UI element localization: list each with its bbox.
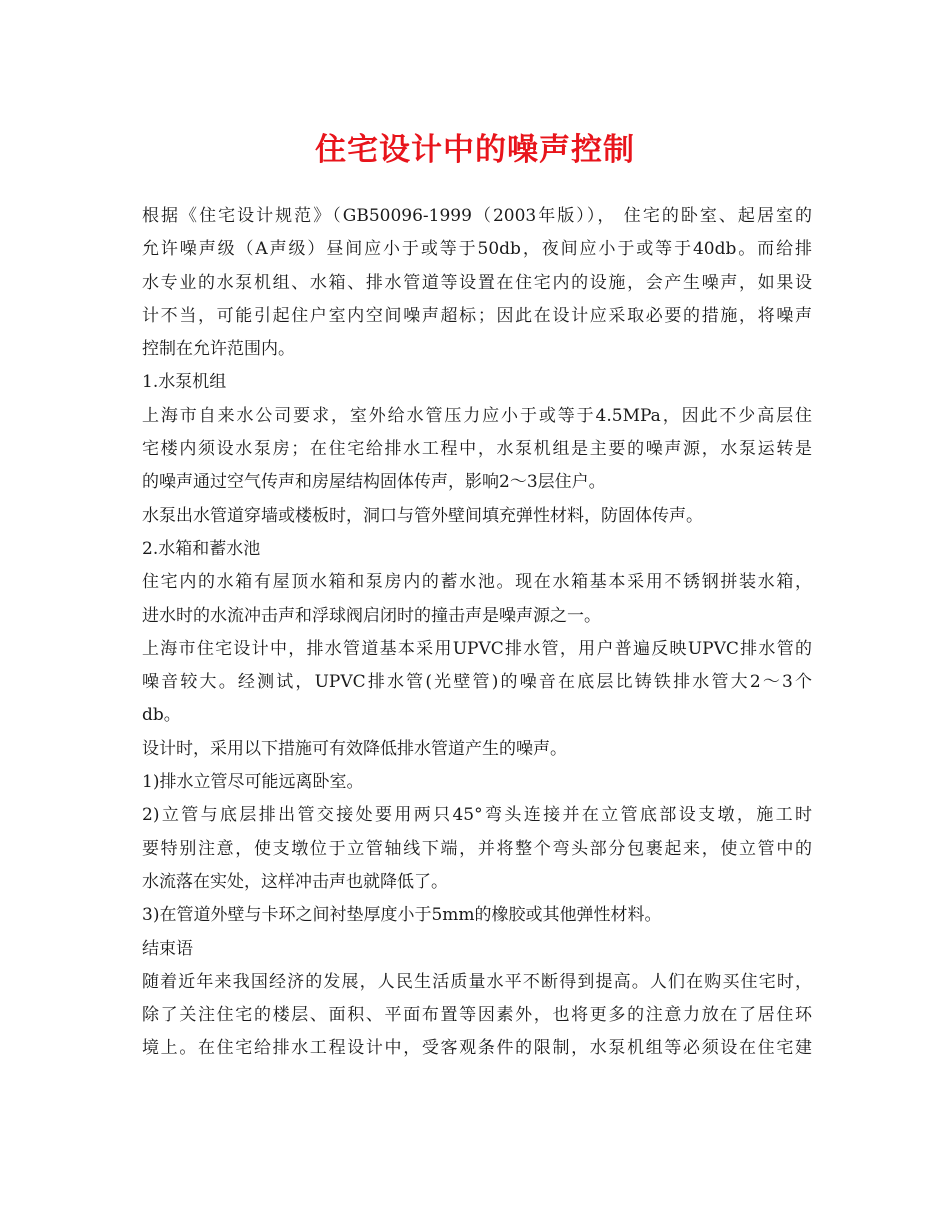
body-line: 水泵出水管道穿墙或楼板时，洞口与管外壁间填充弹性材料，防固体传声。 xyxy=(142,505,703,526)
body-line: 控制在允许范围内。 xyxy=(142,339,295,360)
body-line: 允许噪声级（A声级）昼间应小于或等于50db，夜间应小于或等于40db。而给排 xyxy=(142,239,812,260)
body-line: 的噪声通过空气传声和房屋结构固体传声，影响2～3层住户。 xyxy=(142,472,606,493)
body-line: 除了关注住宅的楼层、面积、平面布置等因素外，也将更多的注意力放在了居住环 xyxy=(142,1005,812,1026)
body-line: 结束语 xyxy=(142,938,193,959)
body-line: 上海市自来水公司要求，室外给水管压力应小于或等于4.5MPa，因此不少高层住 xyxy=(142,405,812,426)
body-line: 上海市住宅设计中，排水管道基本采用UPVC排水管，用户普遍反映UPVC排水管的 xyxy=(142,638,812,659)
body-line: 噪音较大。经测试，UPVC排水管(光壁管)的噪音在底层比铸铁排水管大2～3个 xyxy=(142,672,812,693)
body-line: 1.水泵机组 xyxy=(142,372,227,393)
body-line: 计不当，可能引起住户室内空间噪声超标；因此在设计应采取必要的措施，将噪声 xyxy=(142,305,812,326)
body-line: 1)排水立管尽可能远离卧室。 xyxy=(142,772,364,793)
body-line: db。 xyxy=(142,705,181,726)
body-line: 水专业的水泵机组、水箱、排水管道等设置在住宅内的设施，会产生噪声，如果设 xyxy=(142,272,812,293)
body-line: 根据《住宅设计规范》（GB50096-1999（2003年版））， 住宅的卧室、起居室的 xyxy=(142,206,812,226)
body-line: 水流落在实处，这样冲击声也就降低了。 xyxy=(142,871,448,892)
body-line: 宅楼内须设水泵房；在住宅给排水工程中，水泵机组是主要的噪声源，水泵运转是 xyxy=(142,439,812,460)
body-line: 随着近年来我国经济的发展，人民生活质量水平不断得到提高。人们在购买住宅时， xyxy=(142,971,812,992)
body-line: 2.水箱和蓄水池 xyxy=(142,538,261,559)
body-line: 2)立管与底层排出管交接处要用两只45°弯头连接并在立管底部设支墩，施工时 xyxy=(142,805,812,826)
body-line: 要特别注意，使支墩位于立管轴线下端，并将整个弯头部分包裹起来，使立管中的 xyxy=(142,838,812,859)
body-line: 进水时的水流冲击声和浮球阀启闭时的撞击声是噪声源之一。 xyxy=(142,605,601,626)
document-body xyxy=(142,200,812,1066)
body-line: 3)在管道外壁与卡环之间衬垫厚度小于5mm的橡胶或其他弹性材料。 xyxy=(142,905,662,926)
document-title: 住宅设计中的噪声控制 xyxy=(315,132,635,168)
body-line: 住宅内的水箱有屋顶水箱和泵房内的蓄水池。现在水箱基本采用不锈钢拼装水箱， xyxy=(142,572,812,593)
body-line: 境上。在住宅给排水工程设计中，受客观条件的限制，水泵机组等必须设在住宅建 xyxy=(142,1038,812,1059)
body-line: 设计时，采用以下措施可有效降低排水管道产生的噪声。 xyxy=(142,738,567,759)
